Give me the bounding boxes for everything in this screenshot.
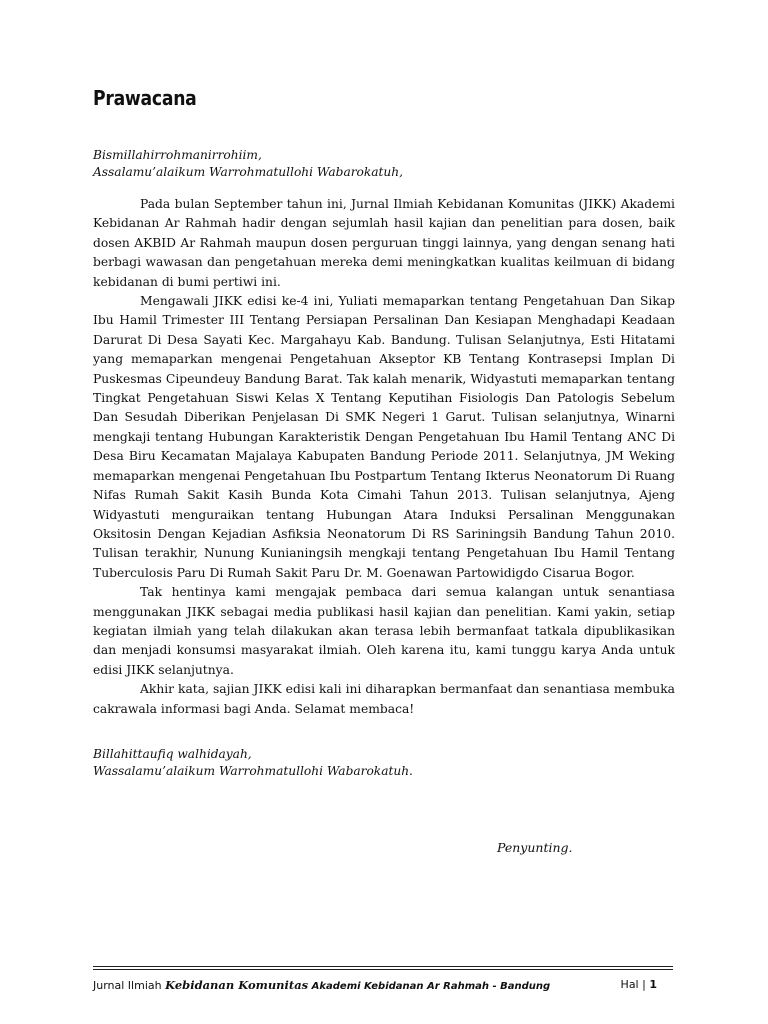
signature: Penyunting. [497, 840, 573, 855]
page-footer [93, 978, 673, 996]
page-separator: | [642, 978, 646, 991]
closing-greeting [93, 746, 683, 780]
footer-journal-title: Kebidanan Komunitas [165, 978, 309, 992]
closing-line-1: Billahittaufiq walhidayah, [93, 747, 252, 761]
opening-greeting [93, 147, 683, 181]
page-number: 1 [649, 978, 657, 991]
footer-divider-bottom [93, 969, 673, 970]
opening-line-1: Bismillahirrohmanirrohiim, [93, 148, 262, 162]
closing-line-2: Wassalamu’alaikum Warrohmatullohi Wabarokatuh. [93, 764, 413, 778]
footer-journal-institution: Akademi Kebidanan Ar Rahmah - Bandung [308, 981, 551, 992]
footer-divider-top [93, 966, 673, 967]
opening-line-2: Assalamu’alaikum Warrohmatullohi Wabarokatuh, [93, 165, 403, 179]
paragraph-4: Akhir kata, sajian JIKK edisi kali ini diharapkan bermanfaat dan senantiasa membuka cakrawala informasi bagi Anda. Selamat membaca! [93, 682, 675, 716]
paragraph-3: Tak hentinya kami mengajak pembaca dari semua kalangan untuk senantiasa menggunakan JIKK sebagai media publikasi hasil kajian dan penelitian. Kami yakin, setiap kegiatan ilmiah yang telah dilakukan akan terasa lebih bermanfaat tatkala dipublikasikan dan menjadi konsumsi masyarakat ilmiah. Oleh karena itu, kami tunggu karya Anda untuk edisi JIKK selanjutnya. [93, 585, 675, 677]
page-label: Hal [620, 978, 639, 991]
page-title: Prawacana [93, 86, 197, 110]
paragraph-2: Mengawali JIKK edisi ke-4 ini, Yuliati memaparkan tentang Pengetahuan Dan Sikap Ibu Hamil Trimester III Tentang Persiapan Persalinan Dan Kesiapan Menghadapi Keadaan Darurat Di Desa Sayati Kec. Margahayu Kab. Bandung. Tulisan Selanjutnya, Esti Hitatami yang memaparkan mengenai Pengetahuan Akseptor KB Tentang Kontrasepsi Implan Di Puskesmas Cipeundeuy Bandung Barat. Tak kalah menarik, Widyastuti memaparkan tentang Tingkat Pengetahuan Siswi Kelas X Tentang Keputihan Fisiologis Dan Patologis Sebelum Dan Sesudah Diberikan Penjelasan Di SMK Negeri 1 Garut. Tulisan selanjutnya, Winarni mengkaji tentang Hubungan Karakteristik Dengan Pengetahuan Ibu Hamil Tentang ANC Di Desa Biru Kecamatan Majalaya Kabupaten Bandung Periode 2011. Selanjutnya, JM Weking memaparkan mengenai Pengetahuan Ibu Postpartum Tentang Ikterus Neonatorum Di Ruang Nifas Rumah Sakit Kasih Bunda Kota Cimahi Tahun 2013. Tulisan selanjutnya, Ajeng Widyastuti menguraikan tentang Hubungan Atara Induksi Persalinan Menggunakan Oksitosin Dengan Kejadian Asfiksia Neonatorum Di RS Sariningsih Bandung Tahun 2010. Tulisan terakhir, Nunung Kunianingsih mengkaji tentang Pengetahuan Ibu Hamil Tentang Tuberculosis Paru Di Rumah Sakit Paru Dr. M. Goenawan Partowidigdo Cisarua Bogor. [93, 294, 675, 580]
footer-journal-prefix: Jurnal Ilmiah [93, 979, 166, 992]
footer-page-indicator [621, 978, 657, 991]
footer-journal-name [93, 978, 550, 992]
paragraph-1: Pada bulan September tahun ini, Jurnal Ilmiah Kebidanan Komunitas (JIKK) Akademi Kebidanan Ar Rahmah hadir dengan sejumlah hasil kajian dan penelitian para dosen, baik dosen AKBID Ar Rahmah maupun dosen perguruan tinggi lainnya, yang dengan senang hati berbagi wawasan dan pengetahuan mereka demi meningkatkan kualitas keilmuan di bidang kebidanan di bumi pertiwi ini. [93, 197, 675, 289]
body-text [93, 195, 675, 719]
